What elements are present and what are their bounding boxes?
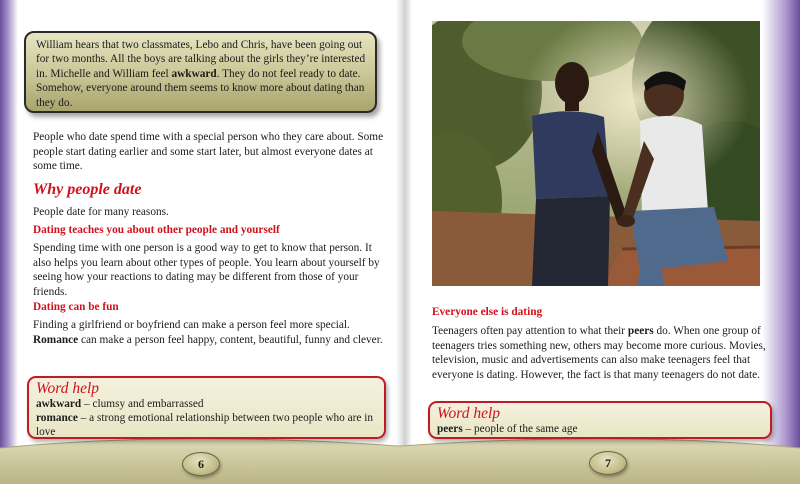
fun-bold-romance: Romance bbox=[33, 333, 79, 346]
def-awkward: – clumsy and embarrassed bbox=[81, 398, 204, 410]
story-text-1: William hears that two classmates, Lebo and Chris, have been going out for two months. All the boys are talking about the girls they’re interested in. Michelle and William feel bbox=[36, 39, 366, 80]
peers-text-2: do. When one group of teenagers tries something new, others may become more curious. Movies, television, music and advertisements can also make teenagers feel that everyone is dating. However, the fact is that many teenagers do not date. bbox=[432, 325, 766, 381]
fun-paragraph bbox=[33, 318, 385, 347]
teaches-paragraph: Spending time with one person is a good way to get to know that person. It also helps you learn about other types of people. You learn about yourself by seeing how your reactions to dating may be different from those of your friends. bbox=[33, 242, 380, 298]
peers-paragraph bbox=[432, 324, 772, 382]
def-romance: – a strong emotional relationship between two people who are in love bbox=[36, 412, 374, 438]
peers-text-1: Teenagers often pay attention to what their bbox=[432, 325, 628, 337]
term-romance: romance bbox=[36, 412, 78, 424]
def-peers: – people of the same age bbox=[462, 423, 578, 435]
word-help-entry-peers bbox=[437, 422, 763, 436]
story-text-2: . They do not feel ready to date. Somehow, everyone around them seems to know more about dating than they do. bbox=[36, 67, 365, 109]
footer-wave bbox=[0, 434, 800, 484]
fun-text-1: Finding a girlfriend or boyfriend can make a person feel more special. bbox=[33, 319, 350, 331]
word-help-entry-romance bbox=[36, 411, 377, 439]
couple-photo bbox=[432, 21, 760, 286]
page-number-6: 6 bbox=[182, 452, 220, 476]
story-bold-awkward: awkward bbox=[171, 67, 217, 80]
subheading-fun: Dating can be fun bbox=[33, 301, 119, 313]
story-callout-box bbox=[24, 31, 377, 113]
why-people-date-heading: Why people date bbox=[33, 181, 142, 198]
page-number-7: 7 bbox=[589, 451, 627, 475]
term-awkward: awkward bbox=[36, 398, 82, 410]
everyone-else-dating-heading: Everyone else is dating bbox=[432, 306, 543, 318]
word-help-title-page7: Word help bbox=[437, 405, 501, 422]
intro-paragraph: People who date spend time with a special person who they care about. Some people start dating earlier and some start later, but almost everyone dates at some time. bbox=[33, 131, 384, 173]
couple-photo-illustration bbox=[432, 21, 760, 286]
fun-text-2: can make a person feel happy, content, beautiful, funny and clever. bbox=[78, 333, 383, 346]
word-help-box-page6 bbox=[27, 376, 386, 439]
left-page-edge bbox=[0, 0, 18, 484]
word-help-entry-awkward bbox=[36, 397, 377, 411]
reasons-intro: People date for many reasons. bbox=[33, 206, 169, 218]
book-gutter bbox=[396, 0, 412, 484]
word-help-title: Word help bbox=[36, 380, 100, 397]
peers-bold: peers bbox=[627, 325, 654, 337]
word-help-box-page7 bbox=[428, 401, 772, 439]
term-peers: peers bbox=[437, 423, 463, 435]
subheading-teaches: Dating teaches you about other people and yourself bbox=[33, 224, 280, 236]
